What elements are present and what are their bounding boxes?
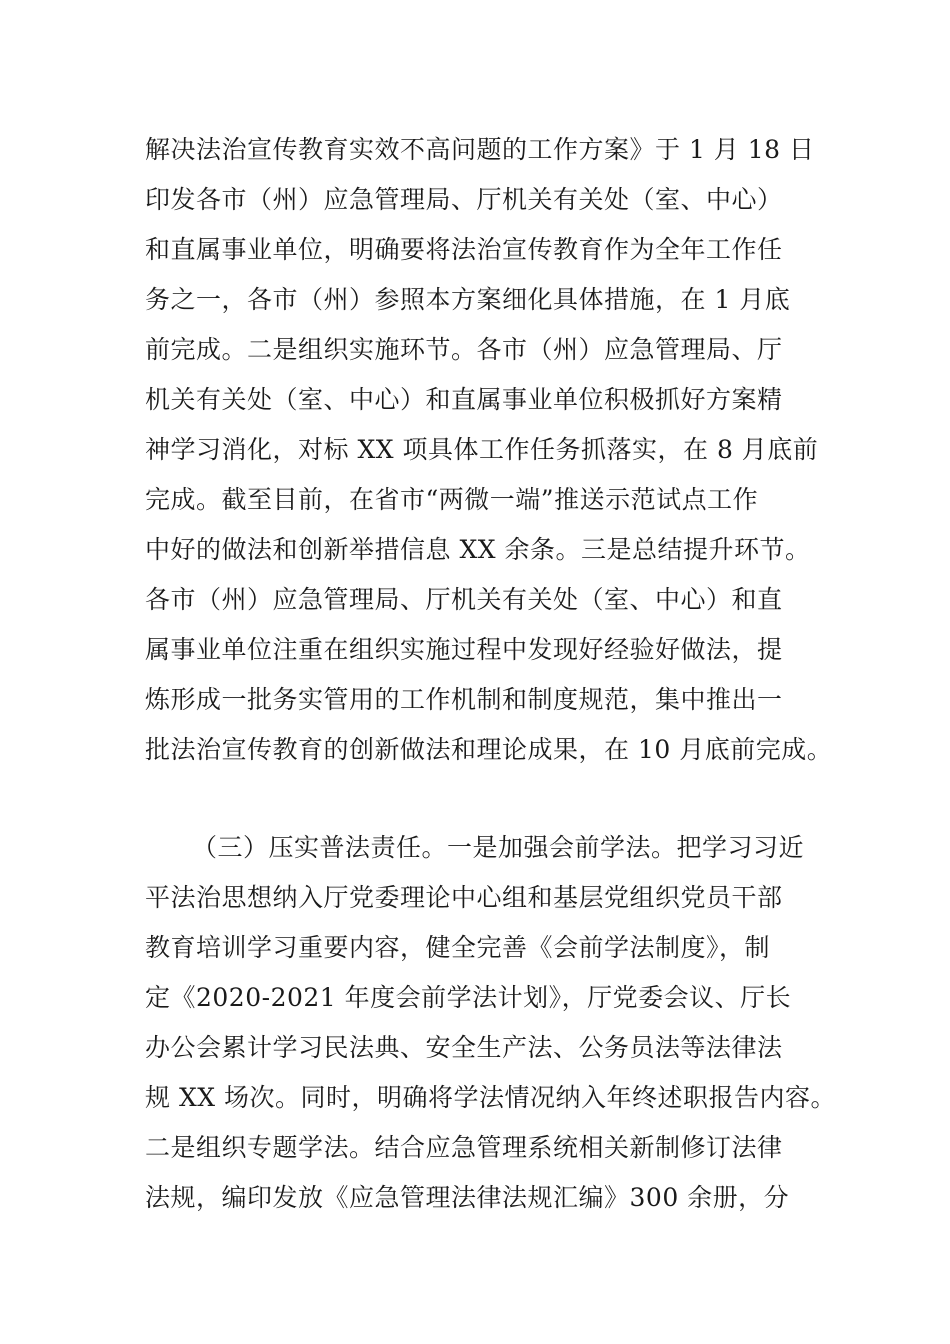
paragraph-2-line-6: 规 XX 场次。同时，明确将学法情况纳入年终述职报告内容。 <box>145 1083 836 1112</box>
paragraph-1-line-3: 和直属事业单位，明确要将法治宣传教育作为全年工作任 <box>145 235 783 264</box>
paragraph-2-line-1: （三）压实普法责任。一是加强会前学法。把学习习近 <box>192 833 805 862</box>
paragraph-1-line-6: 机关有关处（室、中心）和直属事业单位积极抓好方案精 <box>145 385 783 414</box>
paragraph-1-line-8: 完成。截至目前，在省市“两微一端”推送示范试点工作 <box>145 485 759 514</box>
paragraph-1-line-1: 解决法治宣传教育实效不高问题的工作方案》于 1 月 18 日 <box>145 135 815 164</box>
paragraph-1-line-12: 炼形成一批务实管用的工作机制和制度规范，集中推出一 <box>145 685 783 714</box>
paragraph-2-line-4: 定《2020-2021 年度会前学法计划》，厅党委会议、厅长 <box>145 983 792 1012</box>
paragraph-2-line-2: 平法治思想纳入厅党委理论中心组和基层党组织党员干部 <box>145 883 783 912</box>
paragraph-2-line-7: 二是组织专题学法。结合应急管理系统相关新制修订法律 <box>145 1133 783 1162</box>
paragraph-1-line-13: 批法治宣传教育的创新做法和理论成果，在 10 月底前完成。 <box>145 735 833 764</box>
paragraph-1-line-2: 印发各市（州）应急管理局、厅机关有关处（室、中心） <box>145 185 783 214</box>
paragraph-1-line-7: 神学习消化，对标 XX 项具体工作任务抓落实，在 8 月底前 <box>145 435 819 464</box>
paragraph-2-line-5: 办公会累计学习民法典、安全生产法、公务员法等法律法 <box>145 1033 783 1062</box>
paragraph-1-line-9: 中好的做法和创新举措信息 XX 余条。三是总结提升环节。 <box>145 535 811 564</box>
paragraph-1-line-5: 前完成。二是组织实施环节。各市（州）应急管理局、厅 <box>145 335 783 364</box>
paragraph-2-line-3: 教育培训学习重要内容，健全完善《会前学法制度》，制 <box>145 933 771 962</box>
paragraph-1-line-11: 属事业单位注重在组织实施过程中发现好经验好做法，提 <box>145 635 783 664</box>
paragraph-2-line-8: 法规，编印发放《应急管理法律法规汇编》300 余册，分 <box>145 1183 790 1212</box>
paragraph-1-line-4: 务之一，各市（州）参照本方案细化具体措施，在 1 月底 <box>145 285 791 314</box>
paragraph-1-line-10: 各市（州）应急管理局、厅机关有关处（室、中心）和直 <box>145 585 783 614</box>
